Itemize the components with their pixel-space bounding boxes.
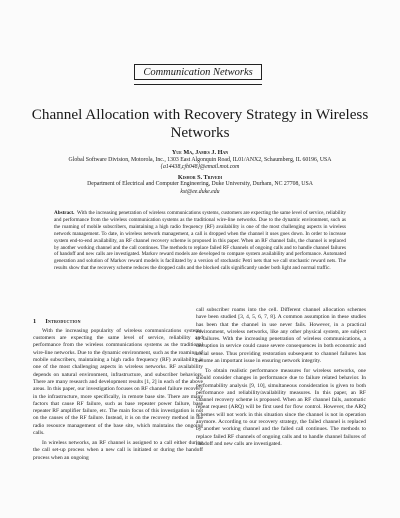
left-column [33, 318, 203, 464]
abstract-label: Abstract. [54, 210, 75, 216]
author-names-2: Kishor S. Trivedi [177, 173, 223, 181]
author-email-1: {a14438,cjh048}@email.mot.com [160, 164, 240, 170]
author-names-1: Yue Ma, James J. Han [171, 149, 229, 156]
author-affiliation-1: Global Software Division, Motorola, Inc., 1303 East Algonquin Road, IL01/ANX2, Schaumberg, IL 60196, USA [68, 156, 332, 163]
right-column [196, 307, 366, 451]
author-block [20, 149, 380, 196]
paragraph: With the increasing popularity of wireless communications systems, customers are expecting the same level of service, reliability and performance from the wireless communications systems as the traditional wire-line networks. Due to the dynamic environment, such as the roaming of mobile subscribers, maintaining a high radio frequency (RF) availability is one of the most challenging aspects in wireless networks. RF availability depends on natural environment, infrastructure, and subscriber behaviors. There are many research and development results [1, 2] in each of the above areas. In this paper, our investigation focuses on RF channel failure recovery in the infrastructure, more specifically, in remote base site. There are many factors that cause RF failure, such as base repeater power failure, base repeater RF amplifier failure, etc. The main focus of this investigation is not on the causes of the RF failure. Instead, it is on the recovery method in the radio resource management of the base site, which maintains the ongoing calls. [33, 327, 203, 437]
author-affiliation-2: Department of Electrical and Computer Engineering, Duke University, Durham, NC 27708, USA [87, 181, 313, 187]
paper-title: Channel Allocation with Recovery Strategy in Wireless Networks [31, 106, 369, 141]
header-rule [134, 84, 262, 85]
abstract [54, 210, 346, 272]
paragraph: call subscriber roams into the cell. Different channel allocation schemes have been studied [3, 4, 5, 6, 7, 8]. A common assumption in these studies has been that the channel in use never fails. However, in a practical environment, wireless networks, like any other physical system, are subject to failures. With the increasing penetration of wireless communications, a disruption in service could cause severe consequences in both economic and social sense. Thus providing restoration subsequent to channel failures has become an important issue in ensuring network integrity. [196, 307, 366, 365]
author-email-2: kst@ee.duke.edu [180, 188, 220, 195]
paragraph: To obtain realistic performance measures for wireless networks, one should consider changes in performance due to failure related behavior. In performability analysis [9, 10], simultaneous consideration is given to both performance and reliability/availability measures. In this paper, an RF channel recovery scheme is proposed. When an RF channel fails, automatic repeat request (ARQ) will be first used for flow control. However, the ARQ schemes will not work in this situation since the channel is not in operation anymore. According to our recovery strategy, the failed channel is replaced by another working channel and the failed call continues. The methods to replace failed RF channels of ongoing calls and to handle channel failures of handoff and new calls are investigated. [196, 367, 366, 447]
paragraph: In wireless networks, an RF channel is assigned to a call either during the call set-up process when a new call is initiated or during the handoff process when an ongoing [33, 439, 203, 461]
section-title: Introduction [45, 318, 81, 325]
section-number: 1 [33, 318, 37, 325]
journal-name: Communication Networks [143, 66, 253, 78]
abstract-text: With the increasing penetration of wireless communications systems, customers are expecting the same level of service, reliability and performance from the wireless communication systems as the traditional wire-line networks. Due to the dynamic environment, such as the roaming of mobile subscribers, maintaining a high radio frequency (RF) availability is one of the most challenging aspects in wireless network management. To date, in wireless network management, a call is dropped when the channel it uses goes down. In order to increase system end-to-end availability, an RF channel recovery scheme is proposed in this paper. When an RF channel fails, the channel is replaced by another working channel and the call continues. The methods to replace failed RF channels of ongoing calls and to handle channel failures of handoff and new calls are investigated. Markov reward models are developed to compare system availability and performance. Automated generation and solution of Markov reward models is facilitated by a version of stochastic Petri nets that we call stochastic reward nets. The results show that the recovery scheme reduces the dropped calls and the blocked calls significantly under both light and normal traffic. [54, 210, 346, 272]
section-heading [33, 318, 203, 325]
journal-header [134, 64, 262, 80]
